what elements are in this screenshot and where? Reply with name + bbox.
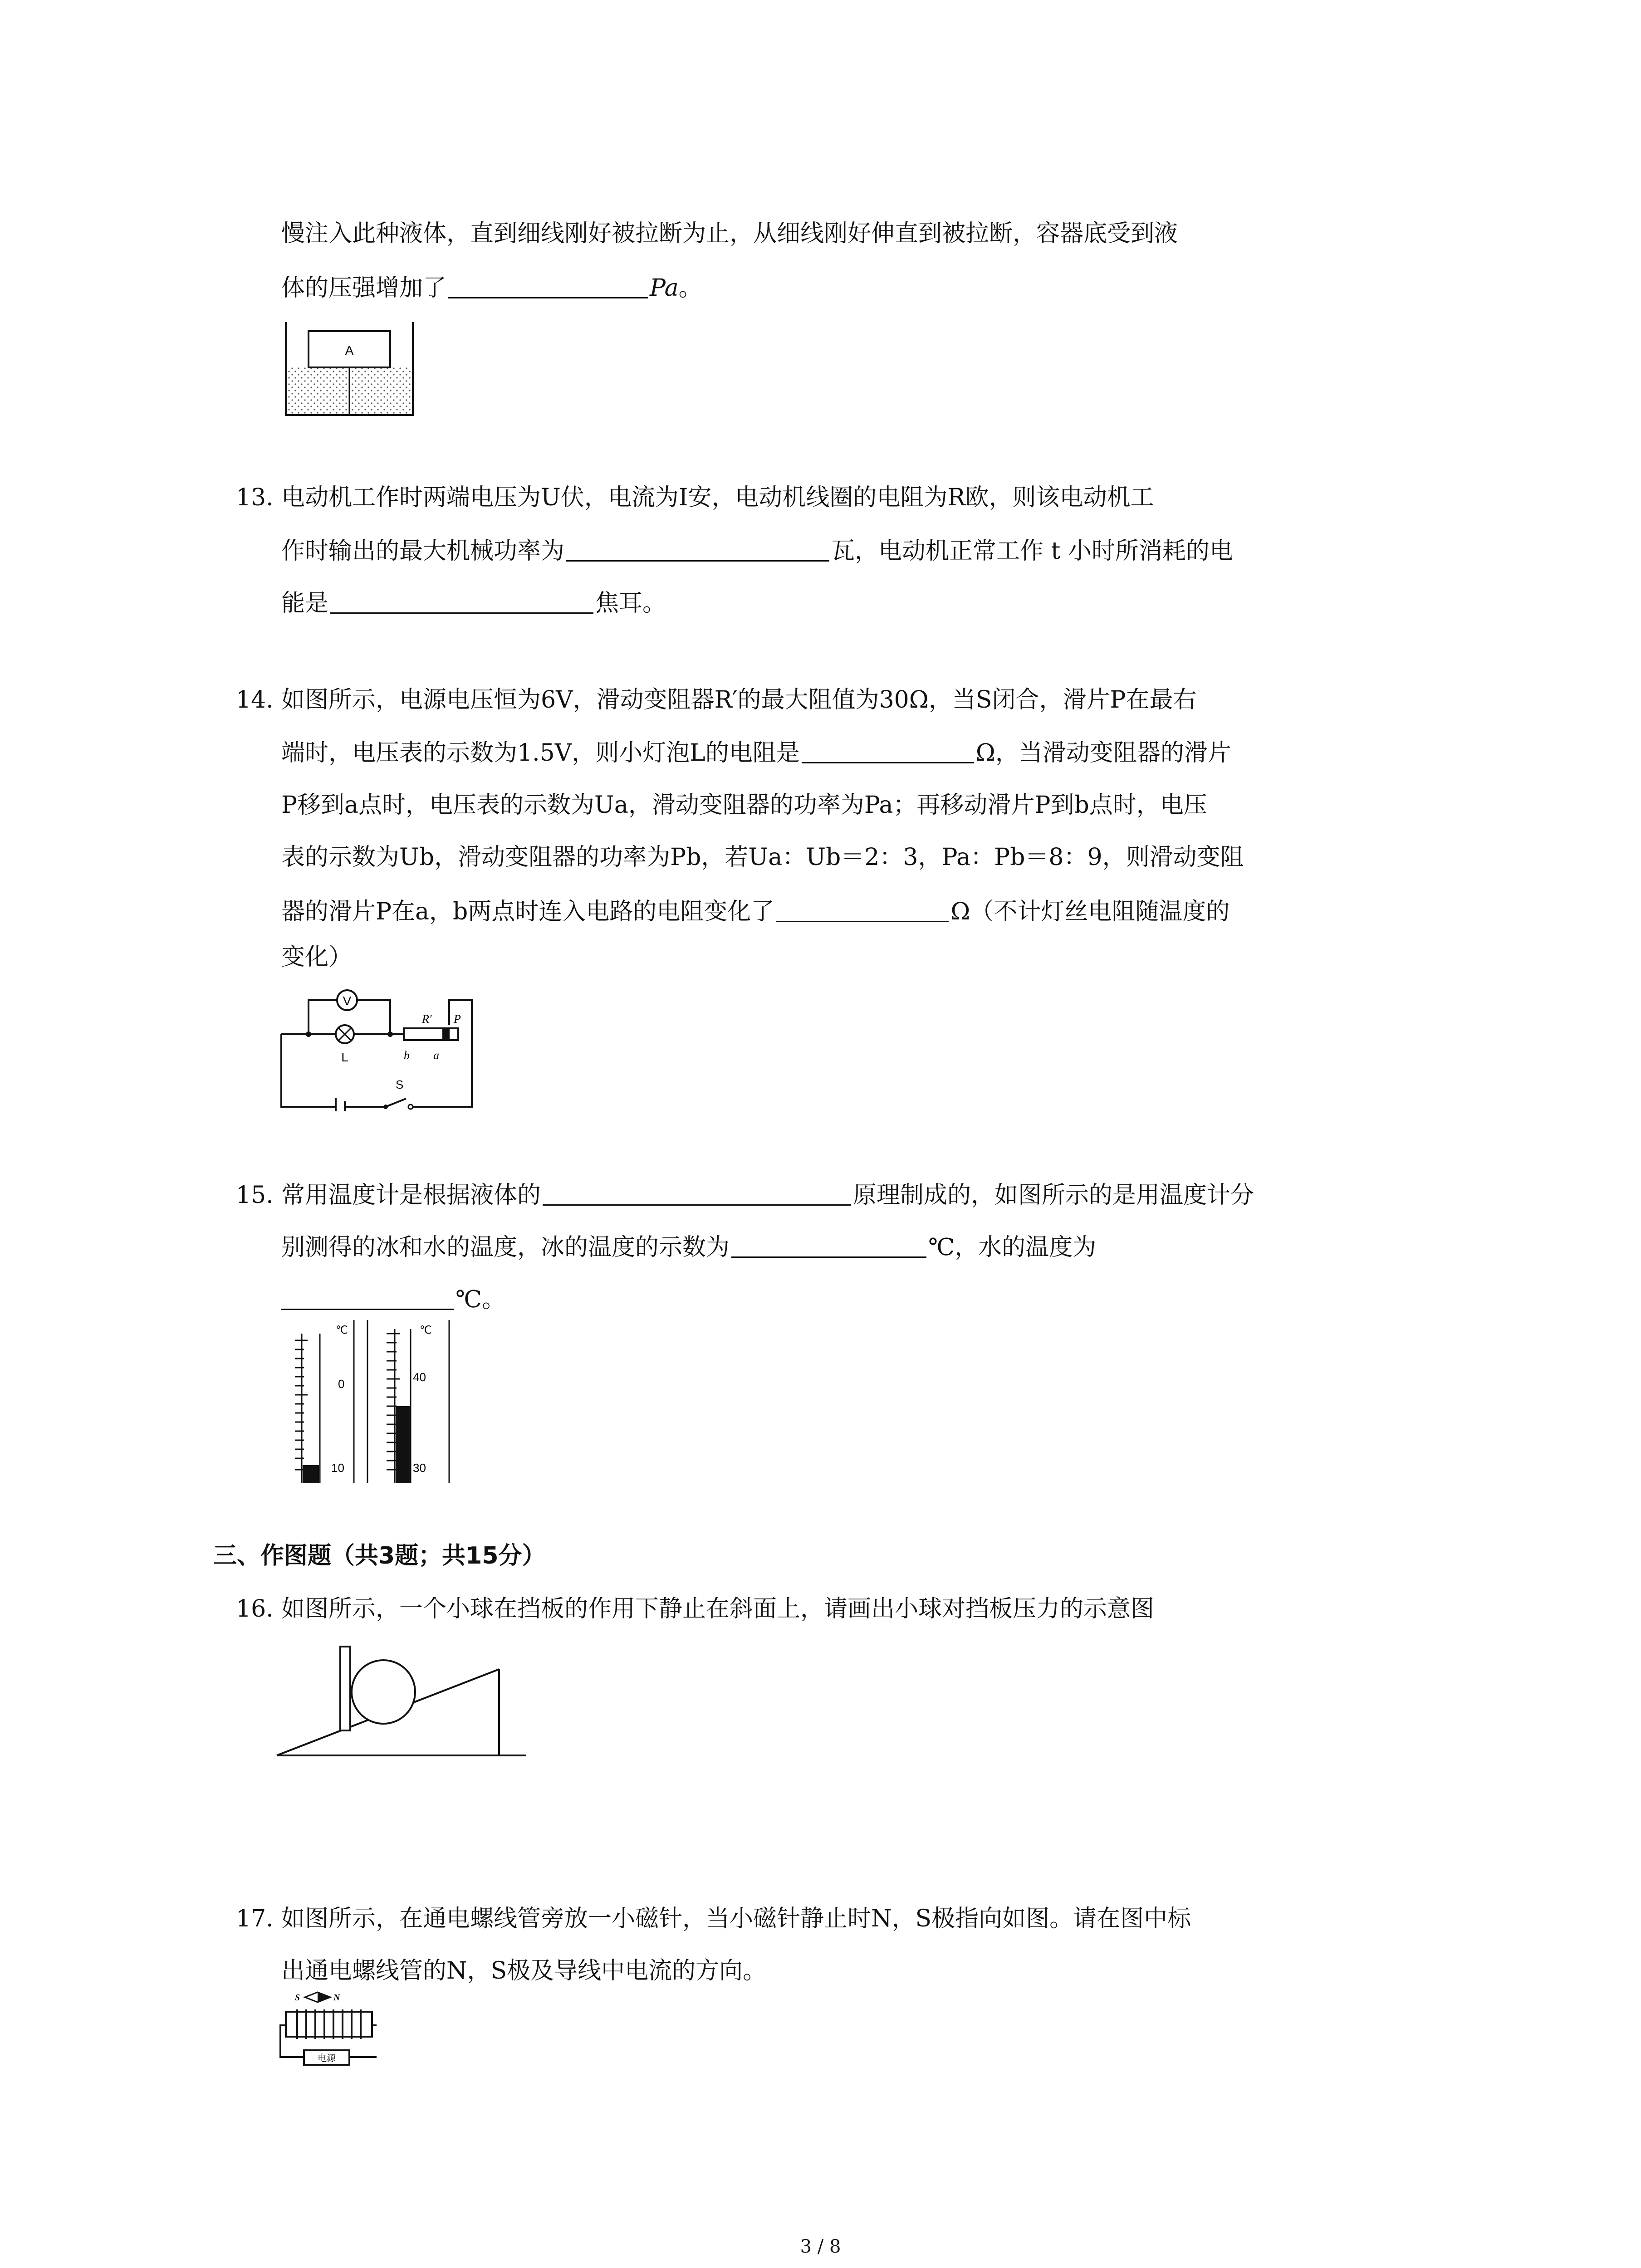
- slider-label: P: [454, 1012, 461, 1026]
- q13-text-a: 作时输出的最大机械功率为: [281, 538, 565, 565]
- q13-line-3: [281, 587, 666, 619]
- page-number: 3 / 8: [800, 2236, 841, 2257]
- q14-text-c: 器的滑片P在a，b两点时连入电路的电阻变化了: [281, 898, 775, 925]
- thermo2-tick-30: 30: [413, 1461, 426, 1475]
- q12-answer-blank[interactable]: [448, 274, 648, 298]
- q15-line-2: [281, 1232, 1096, 1263]
- q15-text-a: 常用温度计是根据液体的: [281, 1182, 541, 1209]
- needle-s-label: S: [295, 1993, 300, 2003]
- q13-answer-blank-2[interactable]: [330, 589, 593, 614]
- q17-number: 17.: [236, 1905, 274, 1932]
- thermo1-unit: ℃: [336, 1324, 348, 1336]
- q12-line-1: 慢注入此种液体，直到细线刚好被拉断为止，从细线刚好伸直到被拉断，容器底受到液: [281, 220, 1178, 247]
- q14-text-a: 端时，电压表的示数为1.5V，则小灯泡L的电阻是: [281, 739, 800, 767]
- solenoid-core: [286, 2012, 372, 2037]
- switch-label: S: [396, 1078, 404, 1091]
- lamp-label: L: [341, 1050, 348, 1064]
- q14-answer-blank-2[interactable]: [776, 897, 949, 922]
- q17-line-1: 如图所示，在通电螺线管旁放一小磁针，当小磁针静止时N，S极指向如图。请在图中标: [281, 1905, 1191, 1932]
- ball: [352, 1660, 415, 1724]
- q14-line-2: [281, 737, 1231, 769]
- point-a-label: a: [433, 1049, 439, 1062]
- q12-line-2: [281, 272, 702, 304]
- q17-solenoid-figure: [277, 1987, 377, 2077]
- section-3-title: 三、作图题（共3题；共15分）: [213, 1542, 546, 1569]
- q14-line-1: 如图所示，电源电压恒为6V，滑动变阻器R′的最大阻值为30Ω，当S闭合，滑片P在最右: [281, 686, 1197, 714]
- q12-text: 体的压强增加了: [281, 274, 447, 302]
- q14-text-d: Ω（不计灯丝电阻随温度的: [950, 898, 1230, 925]
- point-b-label: b: [404, 1049, 410, 1062]
- q15-text-e: ℃。: [456, 1286, 506, 1313]
- q15-line-3: [281, 1284, 505, 1315]
- block-a-label: A: [345, 343, 354, 357]
- q16-incline-figure: [272, 1633, 526, 1765]
- q14-number: 14.: [236, 686, 274, 714]
- q15-text-b: 原理制成的，如图所示的是用温度计分: [853, 1182, 1254, 1209]
- power-source-label: 电源: [318, 2053, 336, 2063]
- needle-n-label: N: [333, 1993, 340, 2003]
- q15-number: 15.: [236, 1182, 274, 1209]
- q14-circuit-figure: [277, 975, 485, 1111]
- q12-end: 。: [678, 274, 702, 302]
- q13-text-d: 焦耳。: [595, 590, 666, 617]
- q14-line-6: 变化）: [281, 943, 353, 971]
- q12-unit: Pa: [650, 274, 679, 302]
- q17-line-2: 出通电螺线管的N，S极及导线中电流的方向。: [281, 1957, 767, 1984]
- q16-line-1: 如图所示，一个小球在挡板的作用下静止在斜面上，请画出小球对挡板压力的示意图: [281, 1595, 1155, 1623]
- q14-answer-blank-1[interactable]: [802, 738, 974, 763]
- q13-line-2: [281, 535, 1233, 567]
- q15-answer-blank-2[interactable]: [731, 1233, 926, 1258]
- q13-text-b: 瓦，电动机正常工作 t 小时所消耗的电: [831, 538, 1233, 565]
- q15-answer-blank-3[interactable]: [281, 1285, 454, 1310]
- q14-line-3: P移到a点时，电压表的示数为Ua，滑动变阻器的功率为Pa；再移动滑片P到b点时，电压: [281, 792, 1207, 819]
- q13-line-1: 电动机工作时两端电压为U伏，电流为I安，电动机线圈的电阻为R欧，则该电动机工: [281, 484, 1154, 511]
- q15-text-d: ℃，水的温度为: [928, 1234, 1097, 1261]
- q14-line-4: 表的示数为Ub，滑动变阻器的功率为Pb，若Ua：Ub＝2：3，Pa：Pb＝8：9，则滑动变阻: [281, 844, 1244, 871]
- thermo2-tick-40: 40: [413, 1370, 426, 1384]
- q15-text-c: 别测得的冰和水的温度，冰的温度的示数为: [281, 1234, 730, 1261]
- rheostat: [404, 1028, 458, 1040]
- thermo2-unit: ℃: [420, 1324, 432, 1336]
- q15-answer-blank-1[interactable]: [543, 1181, 851, 1206]
- q13-number: 13.: [236, 484, 274, 511]
- q14-line-5: [281, 896, 1230, 928]
- q12-container-figure: [281, 313, 417, 422]
- q13-text-c: 能是: [281, 590, 329, 617]
- thermo1-tick-10: 10: [331, 1461, 344, 1475]
- q14-text-b: Ω，当滑动变阻器的滑片: [975, 739, 1231, 767]
- q15-line-1: [281, 1179, 1254, 1211]
- q16-number: 16.: [236, 1595, 274, 1623]
- q15-thermometers-figure: [281, 1315, 499, 1488]
- baffle-board: [340, 1647, 350, 1730]
- q13-answer-blank-1[interactable]: [566, 537, 829, 562]
- thermo1-tick-0: 0: [338, 1377, 345, 1391]
- voltmeter-label: V: [343, 994, 352, 1008]
- rheostat-label: R′: [422, 1012, 432, 1026]
